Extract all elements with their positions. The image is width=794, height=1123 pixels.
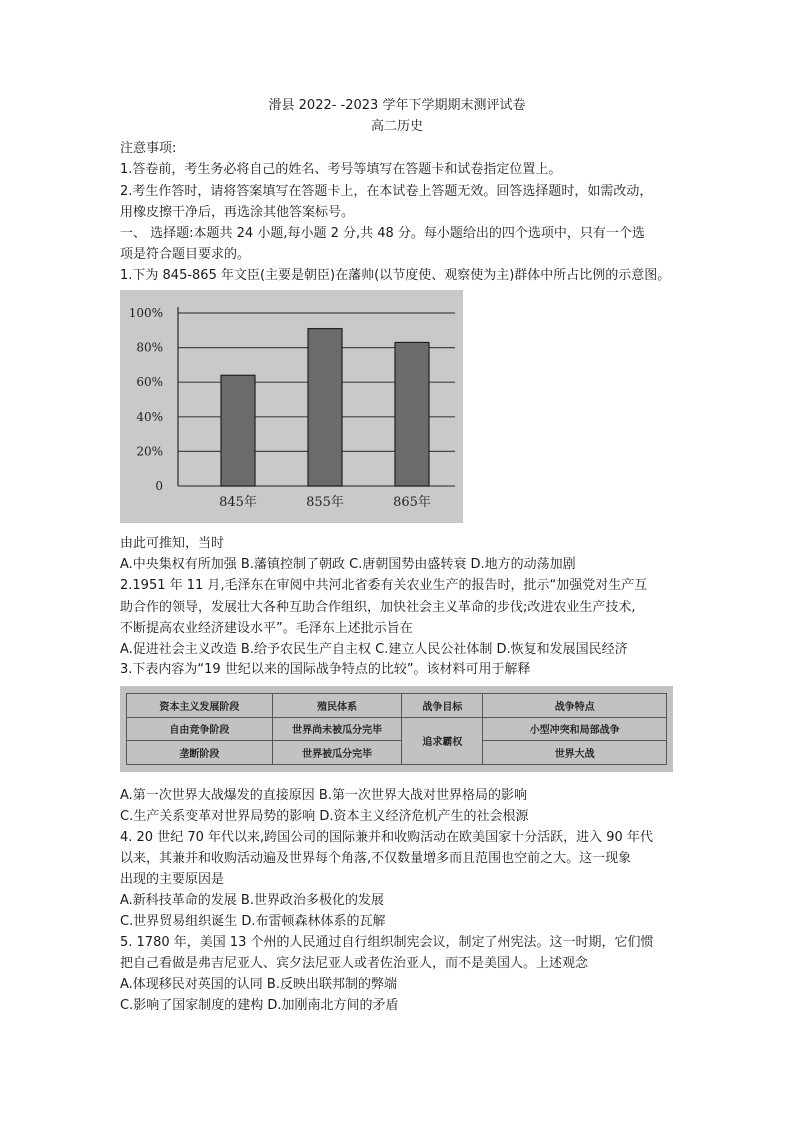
q1-bar-chart [120,290,463,523]
table-cell: 世界尚未被瓜分完毕 [272,717,402,741]
table-header-colonial: 殖民体系 [272,694,402,718]
x-tick-label: 845年 [219,495,257,510]
q1-stem: 1.下为 845-865 年文臣(主要是朝臣)在藩帅(以节度使、观察使为主)群体中所占比例的示意图。 [120,268,671,283]
table-cell: 垄断阶段 [127,741,273,765]
table-cell: 小型冲突和局部战争 [483,717,667,741]
q4-line-2: 以来，其兼并和收购活动遍及世界每个角落,不仅数量增多而且范围也空前之大。这一现象 [120,851,632,866]
q5-line-1: 5. 1780 年，美国 13 个州的人民通过自行组织制宪会议，制定了州宪法。这一时期，它们惯 [120,935,654,950]
table-header-goal: 战争目标 [402,694,483,718]
q4-line-1: 4. 20 世纪 70 年代以来,跨国公司的国际兼并和收购活动在欧美国家十分活跃，进入 90 年代 [120,830,653,845]
notice-item-2-line-1: 2.考生作答时，请将答案填写在答题卡上，在本试卷上答题无效。回答选择题时，如需改动， [120,184,653,199]
section-instructions-line-1: 一、 选择题:本题共 24 小题,每小题 2 分,共 48 分。每小题给出的四个选项中，只有一个选 [120,226,645,241]
q4-line-3: 出现的主要原因是 [120,872,225,887]
y-tick-label: 0 [155,479,163,493]
q5-options-line-1: A.体现移民对英国的认同 B.反映出联邦制的弊端 [120,977,397,992]
exam-title: 滑县 2022- -2023 学年下学期期末测评试卷 [268,98,526,113]
y-tick-label: 100% [128,306,163,320]
table-header-stage: 资本主义发展阶段 [127,694,273,718]
q2-line-2: 助合作的领导，发展壮大各种互助合作组织，加快社会主义革命的步伐;改进农业生产技术, [120,600,636,615]
q4-options-line-2: C.世界贸易组织诞生 D.布雷顿森林体系的瓦解 [120,914,386,929]
x-tick-label: 865年 [393,495,431,510]
bar [221,375,255,486]
bar [308,329,342,486]
war-characteristics-table [126,693,667,765]
q2-options: A.促进社会主义改造 B.给予农民生产自主权 C.建立人民公社体制 D.恢复和发展国民经济 [120,642,628,657]
notice-item-1: 1.答卷前，考生务必将自己的姓名、考号等填写在答题卡和试卷指定位置上。 [120,162,562,177]
table-cell: 自由竞争阶段 [127,717,273,741]
q2-line-3: 不断提高农业经济建设水平”。毛泽东上述批示旨在 [120,621,413,636]
q2-line-1: 2.1951 年 11 月,毛泽东在审阅中共河北省委有关农业生产的报告时，批示“加强党对生产互 [120,578,648,593]
y-tick-label: 20% [136,444,163,459]
q5-line-2: 把自己看做是弗吉尼亚人、宾夕法尼亚人或者佐治亚人，而不是美国人。上述观念 [120,956,589,971]
table-cell-merged: 追求霸权 [402,717,483,764]
table-cell: 世界被瓜分完毕 [272,741,402,765]
notice-item-2-line-2: 用橡皮擦干净后，再选涂其他答案标号。 [120,205,355,220]
bar-chart-svg [120,290,463,523]
x-tick-label: 855年 [306,495,344,510]
q3-options-line-2: C.生产关系变革对世界局势的影响 D.资本主义经济危机产生的社会根源 [120,809,529,824]
q4-options-line-1: A.新科技革命的发展 B.世界政治多极化的发展 [120,893,384,908]
q3-stem: 3.下表内容为“19 世纪以来的国际战争特点的比较”。该材料可用于解释 [120,662,531,677]
section-instructions-line-2: 项是符合题目要求的。 [120,247,251,262]
bar [395,342,429,486]
q5-options-line-2: C.影响了国家制度的建构 D.加刚南北方间的矛盾 [120,998,399,1013]
exam-subject: 高二历史 [370,119,423,134]
y-tick-label: 40% [136,409,163,424]
y-tick-label: 80% [136,340,163,355]
notice-heading: 注意事项: [120,141,177,156]
table-cell: 世界大战 [483,741,667,765]
q1-options: A.中央集权有所加强 B.藩镇控制了朝政 C.唐朝国势由盛转衰 D.地方的动荡加剧 [120,557,576,572]
q3-options-line-1: A.第一次世界大战爆发的直接原因 B.第一次世界大战对世界格局的影响 [120,788,527,803]
q3-comparison-table-photo [120,686,673,772]
table-header-feature: 战争特点 [483,694,667,718]
y-tick-label: 60% [136,375,163,390]
q1-followup: 由此可推知，当时 [120,536,225,551]
